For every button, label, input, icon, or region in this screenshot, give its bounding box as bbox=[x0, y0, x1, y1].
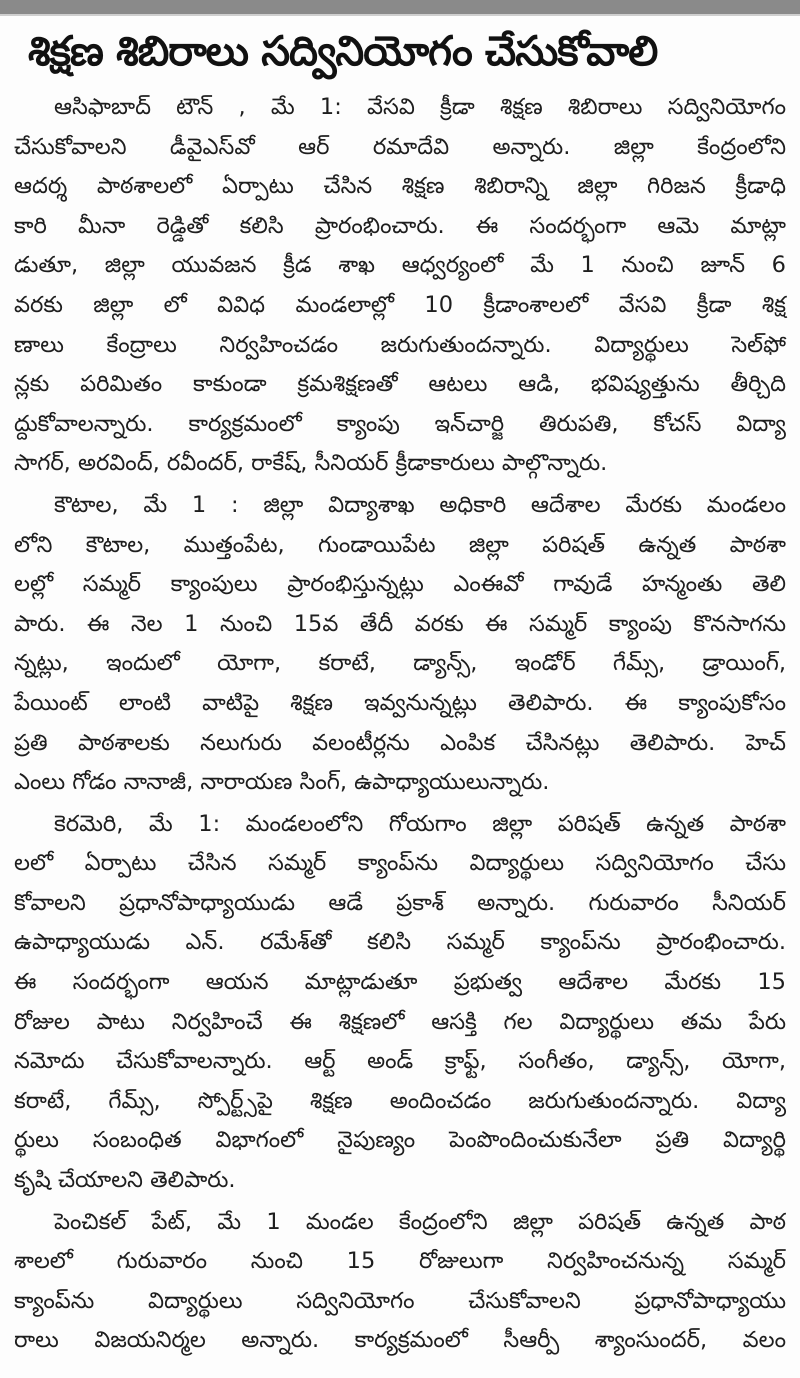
text-line: ఆసిఫాబాద్ టౌన్ , మే 1: వేసవి క్రీడా శిక్షణ శిబిరాలు సద్వినియోగం bbox=[54, 94, 786, 120]
text-line: ఎంలు గోడం నానాజీ, నారాయణ సింగ్, ఉపాధ్యాయులున్నారు. bbox=[14, 769, 550, 796]
text-line: ఉపాధ్యాయుడు ఎన్. రమేశ్‌తో కలిసి సమ్మర్ క్యాంప్‌ను ప్రారంభించారు. bbox=[14, 929, 786, 956]
text-line: లల్లో సమ్మర్ క్యాంపులు ప్రారంభిస్తున్నట్లు ఎంఈవో గావుడే హన్మంతు తెలి bbox=[14, 571, 786, 598]
text-line: క్యాంప్‌ను విద్యార్థులు సద్వినియోగం చేసుకోవాలని ప్రధానోపాధ్యాయు bbox=[14, 1287, 786, 1314]
text-line: కారి మీనా రెడ్డితో కలిసి ప్రారంభించారు. ఈ సందర్భంగా ఆమె మాట్లా bbox=[14, 212, 786, 239]
text-line: కోవాలని ప్రధానోపాధ్యాయుడు ఆడే ప్రకాశ్ అన్నారు. గురువారం సీనియర్ bbox=[14, 889, 786, 916]
text-line: కౌటాల, మే 1 : జిల్లా విద్యాశాఖ అధికారి ఆదేశాల మేరకు మండలం bbox=[54, 491, 786, 518]
top-rule bbox=[0, 0, 800, 14]
text-line: పేయింట్ లాంటి వాటిపై శిక్షణ ఇవ్వనున్నట్లు తెలిపారు. ఈ క్యాంపుకోసం bbox=[14, 689, 786, 716]
paragraph-penchikalpet bbox=[14, 1203, 786, 1361]
text-line: న్నట్లు, ఇందులో యోగా, కరాటే, డ్యాన్స్, ఇండోర్ గేమ్స్, డ్రాయింగ్, bbox=[14, 650, 786, 677]
text-line: కృషి చేయాలని తెలిపారు. bbox=[14, 1167, 236, 1194]
text-line: ర్థులు సంబంధిత విభాగంలో నైపుణ్యం పెంపొందించుకునేలా ప్రతి విద్యార్థి bbox=[14, 1127, 786, 1154]
text-line: పెంచికల్ పేట్, మే 1 మండల కేంద్రంలోని జిల్లా పరిషత్ ఉన్నత పాఠ bbox=[54, 1208, 786, 1235]
text-line: వరకు జిల్లా లో వివిధ మండలాల్లో 10 క్రీడాంశాలలో వేసవి క్రీడా శిక్ష bbox=[14, 291, 786, 318]
text-line: కరాటే, గేమ్స్, స్పోర్ట్స్‌పై శిక్షణ అందించడం జరుగుతుందన్నారు. విద్యా bbox=[14, 1087, 786, 1114]
text-line: లోని కౌటాల, ముత్తంపేట, గుండాయిపేట జిల్లా పరిషత్ ఉన్నత పాఠశా bbox=[14, 531, 786, 558]
text-line: రాలు విజయనిర్మల అన్నారు. కార్యక్రమంలో సీఆర్పీ శ్యాంసుందర్, వలం bbox=[14, 1327, 786, 1354]
text-line: డుతూ, జిల్లా యువజన క్రీడ శాఖ ఆధ్వర్యంలో మే 1 నుంచి జూన్ 6 bbox=[14, 252, 786, 279]
text-line: లలో ఏర్పాటు చేసిన సమ్మర్ క్యాంప్‌ను విద్యార్థులు సద్వినియోగం చేసు bbox=[14, 850, 786, 877]
text-line: ద్దుకోవాలన్నారు. కార్యక్రమంలో క్యాంపు ఇన్‌చార్జి తిరుపతి, కోచస్ విద్యా bbox=[14, 410, 786, 437]
text-line: సాగర్, అరవింద్, రవీందర్, రాకేష్, సీనియర్ క్రీడాకారులు పాల్గొన్నారు. bbox=[14, 450, 608, 477]
text-line: నమోదు చేసుకోవాలన్నారు. ఆర్ట్ అండ్ క్రాఫ్ట్, సంగీతం, డ్యాన్స్, యోగా, bbox=[14, 1048, 786, 1075]
text-line: పారు. ఈ నెల 1 నుంచి 15వ తేదీ వరకు ఈ సమ్మర్ క్యాంపు కొనసాగను bbox=[14, 610, 786, 637]
text-line: ణాలు కేంద్రాలు నిర్వహించడం జరుగుతుందన్నారు. విద్యార్థులు సెల్‌ఫో bbox=[14, 331, 786, 358]
text-line: రోజుల పాటు నిర్వహించే ఈ శిక్షణలో ఆసక్తి గల విద్యార్థులు తమ పేరు bbox=[14, 1008, 786, 1035]
article-body bbox=[14, 88, 786, 1363]
text-line: శాలలో గురువారం నుంచి 15 రోజులుగా నిర్వహించనున్న సమ్మర్ bbox=[14, 1248, 786, 1275]
text-line: న్లకు పరిమితం కాకుండా క్రమశిక్షణతో ఆటలు ఆడి, భవిష్యత్తును తీర్చిది bbox=[14, 371, 786, 398]
text-line: ప్రతి పాఠశాలకు నలుగురు వలంటీర్లను ఎంపిక చేసినట్లు తెలిపారు. హెచ్ bbox=[14, 729, 786, 756]
article-headline: శిక్షణ శిబిరాలు సద్వినియోగం చేసుకోవాలి bbox=[28, 27, 658, 75]
paragraph-kautala bbox=[14, 486, 786, 803]
text-line: ఆదర్శ పాఠశాలలో ఏర్పాటు చేసిన శిక్షణ శిబిరాన్ని జిల్లా గిరిజన క్రీడాధి bbox=[14, 173, 786, 200]
text-line: కెరమెరి, మే 1: మండలంలోని గోయగాం జిల్లా పరిషత్ ఉన్నత పాఠశా bbox=[54, 810, 786, 837]
paragraph-asifabad bbox=[14, 88, 786, 484]
text-line: చేసుకోవాలని డీవైఎస్‌వో ఆర్ రమాదేవి అన్నారు. జిల్లా కేంద్రంలోని bbox=[14, 133, 786, 160]
paragraph-kerameri bbox=[14, 805, 786, 1201]
top-rule-highlight bbox=[0, 14, 800, 16]
text-line: ఈ సందర్భంగా ఆయన మాట్లాడుతూ ప్రభుత్వ ఆదేశాల మేరకు 15 bbox=[14, 969, 786, 996]
